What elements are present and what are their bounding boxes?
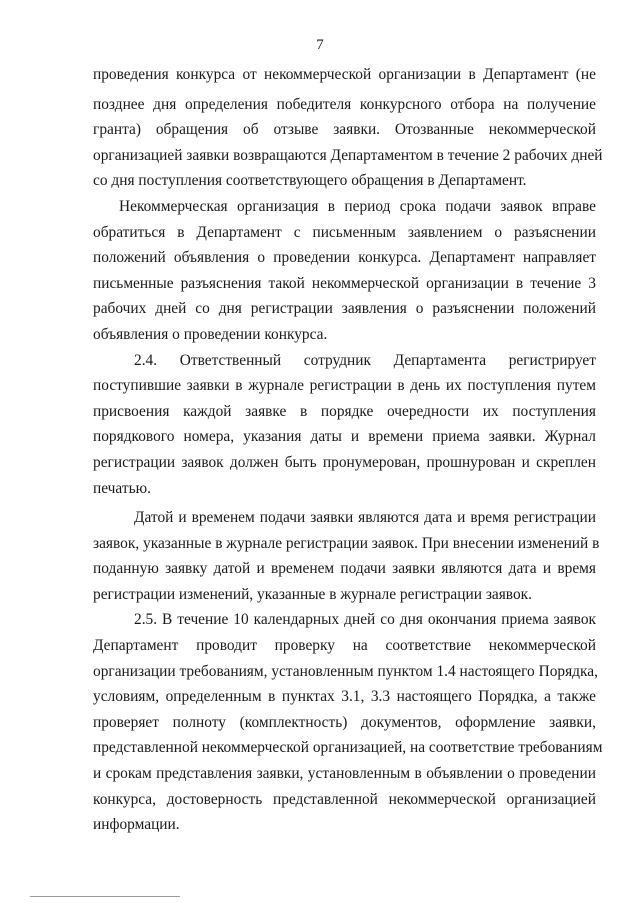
text-line: Некоммерческая организация в период срока подачи заявок вправе xyxy=(119,198,596,215)
text-line: присвоения каждой заявке в порядке очередности их поступления xyxy=(93,403,596,420)
text-line: конкурса, достоверность представленной некоммерческой организацией xyxy=(93,791,596,808)
text-line: положений объявления о проведении конкурса. Департамент направляет xyxy=(93,249,596,266)
text-line: рабочих дней со дня регистрации заявления о разъяснении положений xyxy=(93,300,596,317)
page-number: 7 xyxy=(316,37,324,53)
text-line: условиям, определенным в пунктах 3.1, 3.3 настоящего Порядка, а также xyxy=(93,688,596,705)
text-line: поступившие заявки в журнале регистрации в день их поступления путем xyxy=(93,377,596,394)
text-line: письменные разъяснения такой некоммерческой организации в течение 3 xyxy=(93,275,596,292)
text-line: печатью. xyxy=(93,480,151,497)
text-line: позднее дня определения победителя конкурсного отбора на получение xyxy=(93,96,596,113)
text-line: представленной некоммерческой организацией, на соответствие требованиям xyxy=(93,739,603,756)
text-line: информации. xyxy=(93,816,180,833)
text-line: Департамент проводит проверку на соответствие некоммерческой xyxy=(93,637,596,654)
text-line: 2.5. В течение 10 календарных дней со дня окончания приема заявок xyxy=(134,611,596,628)
text-line: обратиться в Департамент с письменным заявлением о разъяснении xyxy=(93,224,596,241)
text-line: организации требованиям, установленным пунктом 1.4 настоящего Порядка, xyxy=(93,663,598,680)
text-line: объявления о проведении конкурса. xyxy=(93,326,328,343)
text-line: поданную заявку датой и временем подачи заявки являются дата и время xyxy=(93,560,596,577)
text-line: 2.4. Ответственный сотрудник Департамента регистрирует xyxy=(134,352,596,369)
footnote-divider xyxy=(30,896,180,897)
text-line: со дня поступления соответствующего обращения в Департамент. xyxy=(93,172,527,189)
text-line: проведения конкурса от некоммерческой организации в Департамент (не xyxy=(93,66,596,83)
text-line: и срокам представления заявки, установленным в объявлении о проведении xyxy=(93,765,596,782)
text-line: организацией заявки возвращаются Департаментом в течение 2 рабочих дней xyxy=(93,147,603,164)
text-line: проверяет полноту (комплектность) документов, оформление заявки, xyxy=(93,714,596,731)
text-line: заявок, указанные в журнале регистрации заявок. При внесении изменений в xyxy=(93,535,600,552)
text-line: Датой и временем подачи заявки являются дата и время регистрации xyxy=(134,509,596,526)
text-line: регистрации изменений, указанные в журнале регистрации заявок. xyxy=(93,586,532,603)
text-line: порядкового номера, указания даты и времени приема заявки. Журнал xyxy=(93,428,596,445)
text-line: гранта) обращения об отзыве заявки. Отозванные некоммерческой xyxy=(93,121,596,138)
text-line: регистрации заявок должен быть пронумерован, прошнурован и скреплен xyxy=(93,454,596,471)
